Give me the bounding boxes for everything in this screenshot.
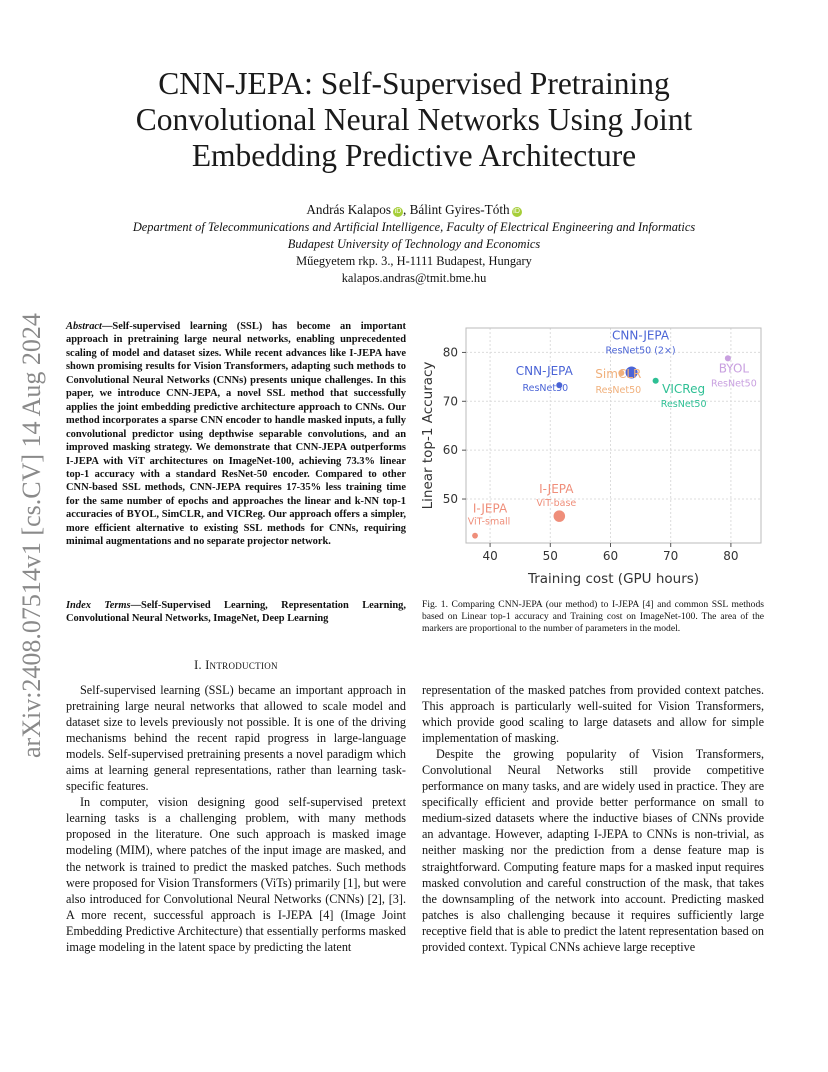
author-name: András Kalapos (306, 202, 391, 217)
abstract-lead: Abstract (66, 321, 102, 332)
figure-caption: Fig. 1. Comparing CNN-JEPA (our method) to I-JEPA [4] and common SSL methods based on Linear top-1 accuracy and Training cost on ImageNet-100. The area of the markers are proportional to the number of parameters in the model. (422, 599, 764, 635)
arxiv-stamp (10, 280, 50, 760)
data-point-model: ResNet50 (660, 398, 707, 410)
data-point-name: I-JEPA (472, 501, 508, 516)
y-tick-label: 80 (442, 345, 458, 360)
orcid-icon[interactable]: iD (394, 208, 402, 215)
author-email[interactable]: kalapos.andras@tmit.bme.hu (341, 271, 487, 285)
plot-area (466, 328, 761, 543)
data-point-model: ResNet50 (522, 383, 569, 395)
left-column-body (66, 682, 406, 955)
data-point (653, 378, 659, 384)
index-terms-text: —Self-Supervised Learning, Representation Learning, Convolutional Neural Networks, ImageNet, Deep Learning (66, 600, 406, 625)
section-heading (66, 658, 406, 673)
x-tick-label: 50 (542, 549, 558, 563)
data-point-name: CNN-JEPA (611, 328, 670, 343)
paragraph: Self-supervised learning (SSL) became an important approach in pretraining large neural networks that allowed to scale model and dataset size to levels previously not possible. It is one of the driving mechanisms behind the recent rapid progress in large-language models. Self-supervised pretraining presents a novel paradigm which aims at learning general representations, rather than learning task-specific features. (66, 683, 406, 794)
orcid-icon[interactable]: iD (513, 208, 520, 215)
x-tick-label: 40 (482, 549, 498, 563)
data-point (554, 510, 565, 521)
data-point-model: ViT-base (536, 498, 577, 510)
y-tick-label: 70 (442, 394, 458, 409)
author-separator: , (403, 202, 407, 217)
author-name: Bálint Gyires-Tóth (409, 202, 510, 217)
x-tick-label: 70 (663, 549, 679, 563)
affiliation-address: Műegyetem rkp. 3., H-1111 Budapest, Hungary (296, 254, 532, 268)
x-tick-label: 60 (602, 549, 619, 563)
chart-ticks (443, 345, 739, 563)
right-column-body (422, 682, 764, 955)
chart-grid (466, 328, 761, 543)
paper-title (60, 66, 768, 174)
abstract-text: —Self-supervised learning (SSL) has become an important approach in pretraining large neural networks, enabling unprecedented scaling of model and dataset sizes. While recent advances like I-JEPA have shown promising results for Vision Transformers, adapting such methods to Convolutional Neural Networks (CNNs) presents unique challenges. In this paper, we introduce CNN-JEPA, a novel SSL method that successfully applies the joint embedding predictive architecture approach to CNNs. Our method incorporates a sparse CNN encoder to handle masked inputs, a fully convolutional predictor using depthwise separable convolutions, and an improved masking strategy. We demonstrate that CNN-JEPA outperforms I-JEPA with ViT architectures on ImageNet-100, achieving 73.3% linear top-1 accuracy with a standard ResNet-50 encoder. Compared to other CNN-based SSL methods, CNN-JEPA requires 17-35% less training time for the same number of epochs and approaches the linear and k-NN top-1 accuracies of BYOL, SimCLR, and VICReg. Our approach offers a simpler, more efficient alternative to existing SSL methods for CNNs, requiring minimal augmentations and no separate projector network. (66, 321, 406, 548)
data-point-name: SimCLR (595, 366, 642, 381)
title-line: CNN-JEPA: Self-Supervised Pretraining (158, 66, 670, 101)
scatter-chart (415, 318, 775, 590)
data-point-name: BYOL (718, 361, 750, 376)
section-number: I. (194, 658, 202, 672)
chart-points (468, 328, 757, 538)
author-list (60, 201, 768, 218)
arxiv-stamp-text: arXiv:2408.07514v1 [cs.CV] 14 Aug 2024 (17, 313, 46, 758)
title-line: Embedding Predictive Architecture (191, 138, 637, 173)
index-terms-lead: Index Terms (66, 600, 131, 611)
affiliation-university: Budapest University of Technology and Economics (287, 237, 541, 251)
affiliation-department: Department of Telecommunications and Artificial Intelligence, Faculty of Electrical Engineering and Informatics (132, 220, 696, 234)
y-axis-label: Linear top-1 Accuracy (420, 361, 436, 510)
abstract (66, 320, 406, 549)
data-point-model: ResNet50 (711, 378, 757, 390)
data-point-model: ViT-small (467, 516, 511, 528)
data-point-model: ResNet50 (2×) (605, 345, 676, 357)
data-point-name: I-JEPA (539, 482, 574, 497)
paragraph: In computer, vision designing good self-supervised pretext learning tasks is a challenging problem, with many methods proposed in the literature. One such approach is masked image modeling (MIM), where patches of the input image are masked, and the network is trained to predict the masked patches. Such methods were proposed for Vision Transformers (ViTs) primarily [1], but were also introduced for Convolutional Neural Networks (CNNs) [2], [3]. A more recent, successful approach is I-JEPA [4] (Image Joint Embedding Predictive Architecture) that essentially performs masked image modeling in the latent space by predicting the latent (66, 795, 406, 954)
paragraph: representation of the masked patches from provided context patches. This approach is particularly well-suited for Vision Transformers, which provide good scaling to large datasets and allow for simple implementation of masking. (422, 683, 764, 746)
x-tick-label: 80 (723, 549, 739, 563)
y-tick-label: 60 (442, 443, 458, 458)
paragraph: Despite the growing popularity of Vision Transformers, Convolutional Neural Networks still provide competitive performance on many tasks, and are widely used in practice. They are specifically efficient and provide better performance on small to medium-sized datasets where the inductive biases of CNNs provide an advantage. However, adapting I-JEPA to CNNs is non-trivial, as neither masking nor the prediction from a dense feature map is straightforward. Computing feature maps for a masked input requires masked convolution and careful construction of the mask, that takes the downsampling of the network into account. Predicting masked patches is also challenging because it requires sufficiently large receptive field that is able to predict the latent representation based on provided context. Typical CNNs achieve large receptive (422, 747, 764, 954)
data-point-name: CNN-JEPA (515, 364, 573, 379)
section-title: Introduction (205, 658, 278, 672)
data-point-name: VICReg (662, 381, 706, 396)
y-tick-label: 50 (442, 492, 458, 507)
title-line: Convolutional Neural Networks Using Joint (135, 102, 693, 137)
index-terms (66, 599, 406, 626)
data-point-model: ResNet50 (595, 384, 642, 396)
x-axis-label: Training cost (GPU hours) (527, 571, 700, 587)
data-point (472, 533, 478, 539)
